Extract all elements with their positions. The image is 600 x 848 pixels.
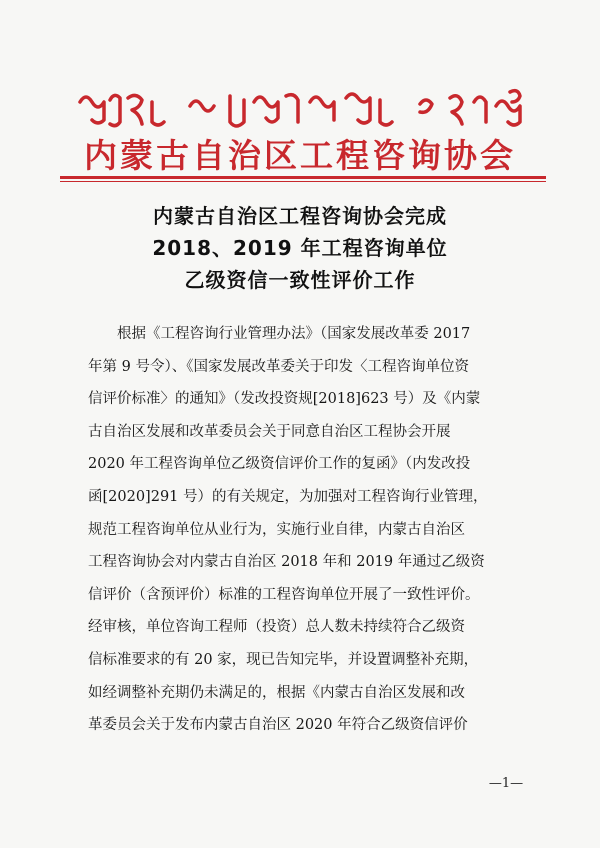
body-line: 函[2020]291 号）的有关规定，为加强对工程咨询行业管理， [88, 488, 488, 505]
body-paragraph [88, 318, 520, 742]
body-line: 规范工程咨询单位从业行为，实施行业自律，内蒙古自治区 [88, 521, 465, 538]
body-line: 如经调整补充期仍未满足的，根据《内蒙古自治区发展和改 [88, 684, 465, 701]
title-line: 内蒙古自治区工程咨询协会完成 [153, 204, 447, 228]
body-line: 信评价标准〉的通知》（发改投资规[2018]623 号）及《内蒙 [88, 391, 481, 408]
title-line: 乙级资信一致性评价工作 [184, 268, 416, 292]
body-line: 革委员会关于发布内蒙古自治区 2020 年符合乙级资信评价 [88, 717, 468, 734]
body-line: 经审核，单位咨询工程师（投资）总人数未持续符合乙级资 [88, 619, 465, 636]
body-line: 年第 9 号令）、《国家发展改革委关于印发〈工程咨询单位资 [88, 358, 469, 375]
body-line: 古自治区发展和改革委员会关于同意自治区工程协会开展 [88, 423, 451, 440]
document-title [0, 200, 600, 296]
page-number: —1— [488, 776, 524, 791]
body-line: 2020 年工程咨询单位乙级资信评价工作的复函》（内发改投 [88, 456, 471, 473]
body-line: 工程咨询协会对内蒙古自治区 2018 年和 2019 年通过乙级资 [88, 554, 485, 571]
header-rule-thick [60, 176, 546, 179]
header-rule-thin [60, 181, 546, 182]
body-line: 信评价（含预评价）标准的工程咨询单位开展了一致性评价。 [88, 586, 480, 603]
body-line: 信标准要求的有 20 家，现已告知完毕，并设置调整补充期， [88, 651, 479, 668]
title-line: 2018、2019 年工程咨询单位 [152, 236, 448, 260]
organization-name: 内蒙古自治区工程咨询协会 [84, 136, 516, 175]
body-line: 根据《工程咨询行业管理办法》（国家发展改革委 2017 [88, 326, 471, 342]
